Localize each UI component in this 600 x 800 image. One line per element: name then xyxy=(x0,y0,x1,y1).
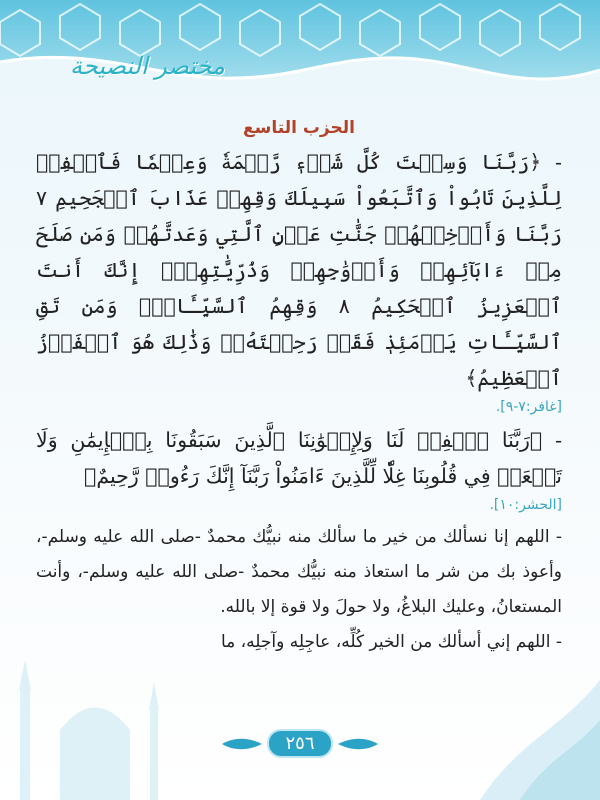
quran-passage: - ﴿رَبَّنَا ٱغۡفِرۡ لَنَا وَلِإِخۡوَٰنِنَا ٱلَّذِينَ سَبَقُونَا بِٱلۡإِيمَٰنِ وَلَا تَجۡعَلۡ فِي قُلُوبِنَا غِلّٗا لِّلَّذِينَ ءَامَنُواْ رَبَّنَآ إِنَّكَ رَءُوفٞ رَّحِيمٌ﴾ xyxy=(36,428,562,488)
supplication-text: - اللهم إني أسألك من الخير كُلِّه، عاجِلِه وآجلِه، ما xyxy=(220,632,562,652)
section-title: الحزب التاسع xyxy=(243,118,355,138)
supplication-text: - اللهم إنا نسألك من خير ما سألك منه نبيُّك محمدٌ -صلى الله عليه وسلم-، وأعوذ بك من شر ما استعاذ منه نبيُّك محمدٌ -صلى الله عليه وسلم-، وأنت المستعانُ، وعليك البلاغُ، ولا حولَ ولا قوة إلا بالله. xyxy=(36,527,562,617)
right-ornament-icon xyxy=(222,737,262,751)
page-number: ٢٥٦ xyxy=(267,729,332,758)
verse-reference: [غافر:٧-٩]. xyxy=(495,399,562,415)
left-ornament-icon xyxy=(338,737,378,751)
page-number-footer xyxy=(0,729,600,758)
book-logo: مختصر النصيحة xyxy=(70,52,225,80)
quran-passage: - ﴿رَبَّنَا وَسِعۡتَ كُلَّ شَيۡءٖ رَّحۡمَةٗ وَعِلۡمٗا فَٱغۡفِرۡ لِلَّذِينَ تَابُواْ وَٱتَّبَعُواْ سَبِيلَكَ وَقِهِمۡ عَذَابَ ٱلۡجَحِيمِ ٧ رَبَّنَا وَأَدۡخِلۡهُمۡ جَنَّٰتِ عَدۡنٍ ٱلَّتِي وَعَدتَّهُمۡ وَمَن صَلَحَ مِنۡ ءَابَآئِهِمۡ وَأَزۡوَٰجِهِمۡ وَذُرِّيَّٰتِهِمۡۚ إِنَّكَ أَنتَ ٱلۡعَزِيزُ ٱلۡحَكِيمُ ٨ وَقِهِمُ ٱلسَّيِّـَٔاتِۚ وَمَن تَقِ ٱلسَّيِّـَٔاتِ يَوۡمَئِذٖ فَقَدۡ رَحِمۡتَهُۥۚ وَذَٰلِكَ هُوَ ٱلۡفَوۡزُ ٱلۡعَظِيمُ﴾ xyxy=(36,150,562,390)
page-content xyxy=(36,118,562,660)
verse-reference: [الحشر:١٠]. xyxy=(489,497,562,513)
